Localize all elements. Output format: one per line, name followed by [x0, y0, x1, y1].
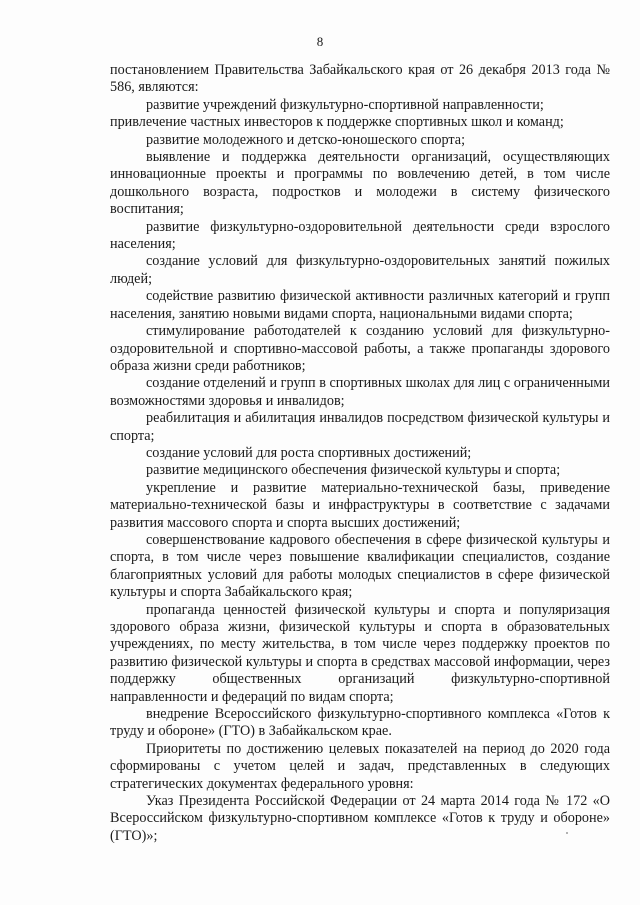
paragraph: стимулирование работодателей к созданию условий для физкультурно-оздоровительной и спортивно-массовой работы, а также пропаганды здорового образа жизни среди работников;	[110, 323, 610, 374]
paragraph: Приоритеты по достижению целевых показателей на период до 2020 года сформированы с учетом целей и задач, представленных в следующих стратегических документах федерального уровня:	[110, 740, 610, 792]
paragraph: развитие медицинского обеспечения физической культуры и спорта;	[146, 462, 561, 479]
paragraph: содействие развитию физической активности различных категорий и групп населения, занятию новыми видами спорта, национальными видами спорта;	[110, 288, 610, 322]
paragraph: внедрение Всероссийского физкультурно-спортивного комплекса «Готов к труду и обороне» (ГТО) в Забайкальском крае.	[110, 706, 610, 740]
paragraph: развитие физкультурно-оздоровительной деятельности среди взрослого населения;	[110, 218, 610, 253]
paragraph: пропаганда ценностей физической культуры и спорта и популяризация здорового образа жизни, физической культуры и спорта в образовательных учреждениях, по месту жительства, в том числе через поддержку проектов по развитию физической культуры и спорта в средствах массовой информации, через поддержку общественных организаций физкультурно-спортивной направленности и федераций по видам спорта;	[110, 601, 610, 705]
paragraph: совершенствование кадрового обеспечения в сфере физической культуры и спорта, в том числе через повышение квалификации специалистов, создание благоприятных условий для работы молодых специалистов в сфере физической культуры и спорта Забайкальского края;	[110, 531, 610, 601]
scan-speck	[566, 832, 568, 834]
paragraph: Указ Президента Российской Федерации от 24 марта 2014 года № 172 «О Всероссийском физкультурно-спортивном комплексе «Готов к труду и обороне» (ГТО)»;	[110, 793, 610, 844]
paragraph: постановлением Правительства Забайкальского края от 26 декабря 2013 года № 586, являются:	[110, 62, 610, 96]
paragraph: привлечение частных инвесторов к поддержке спортивных школ и команд;	[110, 114, 564, 131]
page-number: 8	[316, 34, 324, 49]
paragraph: выявление и поддержка деятельности организаций, осуществляющих инновационные проекты и программы по вовлечению детей, в том числе дошкольного возраста, подростков и молодежи в систему физического воспитания;	[110, 149, 610, 218]
paragraph: создание отделений и групп в спортивных школах для лиц с ограниченными возможностями здоровья и инвалидов;	[110, 375, 610, 409]
document-body	[110, 62, 610, 845]
paragraph: реабилитация и абилитация инвалидов посредством физической культуры и спорта;	[110, 410, 610, 444]
paragraph: развитие молодежного и детско-юношеского спорта;	[146, 131, 466, 148]
paragraph: укрепление и развитие материально-технической базы, приведение материально-технической базы и инфраструктуры в соответствие с задачами развития массового спорта и спорта высших достижений;	[110, 479, 610, 531]
paragraph: развитие учреждений физкультурно-спортивной направленности;	[146, 96, 544, 113]
paragraph: создание условий для физкультурно-оздоровительных занятий пожилых людей;	[110, 253, 610, 287]
paragraph: создание условий для роста спортивных достижений;	[146, 444, 472, 461]
